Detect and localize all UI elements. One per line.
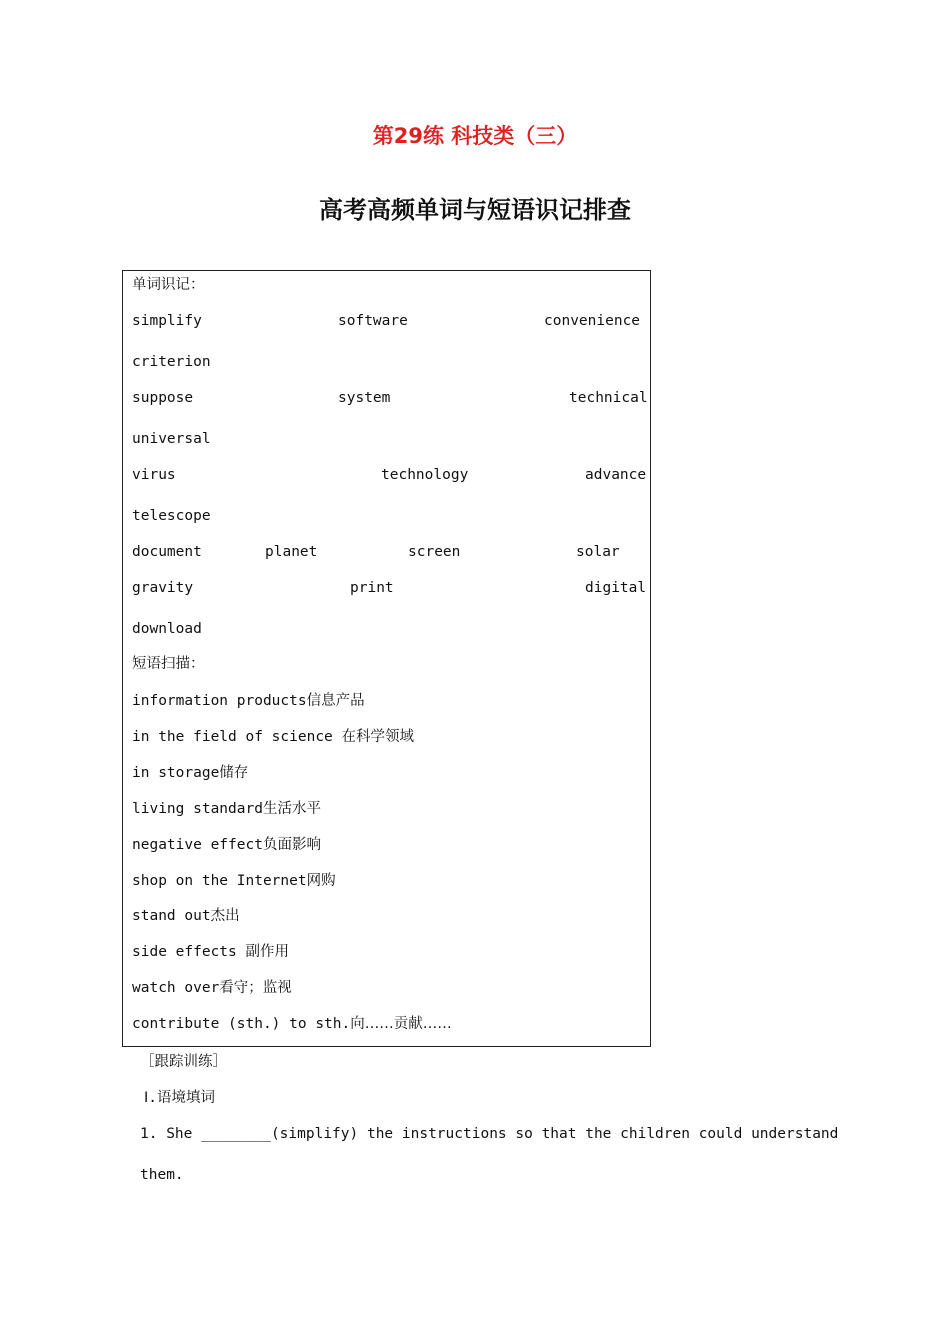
phrases-heading: 短语扫描： bbox=[132, 656, 205, 672]
word: print bbox=[350, 580, 394, 596]
section-label: ［跟踪训练］ bbox=[140, 1054, 227, 1070]
phrase-item: shop on the Internet网购 bbox=[132, 873, 336, 889]
phrase-item: watch over看守；监视 bbox=[132, 980, 292, 996]
part-label: Ⅰ.语境填词 bbox=[144, 1090, 216, 1106]
word: technical bbox=[569, 390, 648, 406]
word: telescope bbox=[132, 508, 211, 524]
phrase-item: information products信息产品 bbox=[132, 693, 365, 709]
phrase-item: in the field of science 在科学领域 bbox=[132, 729, 415, 745]
section-title: 高考高频单词与短语识记排查 bbox=[319, 196, 631, 224]
word: suppose bbox=[132, 390, 194, 406]
word: document bbox=[132, 544, 202, 560]
phrase-item: living standard生活水平 bbox=[132, 801, 321, 817]
word: technology bbox=[381, 467, 469, 483]
word: advance bbox=[585, 467, 647, 483]
word: convenience bbox=[544, 313, 641, 329]
question-1-line-2: them. bbox=[140, 1167, 184, 1183]
word: digital bbox=[585, 580, 647, 596]
words-heading: 单词识记： bbox=[132, 277, 205, 293]
word: virus bbox=[132, 467, 176, 483]
lesson-title: 第29练 科技类（三） bbox=[372, 124, 578, 148]
vocabulary-box bbox=[122, 270, 651, 1047]
word: screen bbox=[408, 544, 461, 560]
phrase-item: stand out杰出 bbox=[132, 908, 240, 924]
question-1-line-1: 1. She ________(simplify) the instructions so that the children could understand bbox=[140, 1126, 839, 1142]
phrase-item: side effects 副作用 bbox=[132, 944, 289, 960]
word: criterion bbox=[132, 354, 211, 370]
phrase-item: contribute (sth.) to sth.向……贡献…… bbox=[132, 1016, 452, 1032]
word: system bbox=[338, 390, 391, 406]
word: solar bbox=[576, 544, 620, 560]
word: simplify bbox=[132, 313, 202, 329]
phrase-item: in storage储存 bbox=[132, 765, 249, 781]
word: universal bbox=[132, 431, 211, 447]
word: planet bbox=[265, 544, 318, 560]
word: gravity bbox=[132, 580, 194, 596]
phrase-item: negative effect负面影响 bbox=[132, 837, 321, 853]
word: software bbox=[338, 313, 408, 329]
word: download bbox=[132, 621, 202, 637]
